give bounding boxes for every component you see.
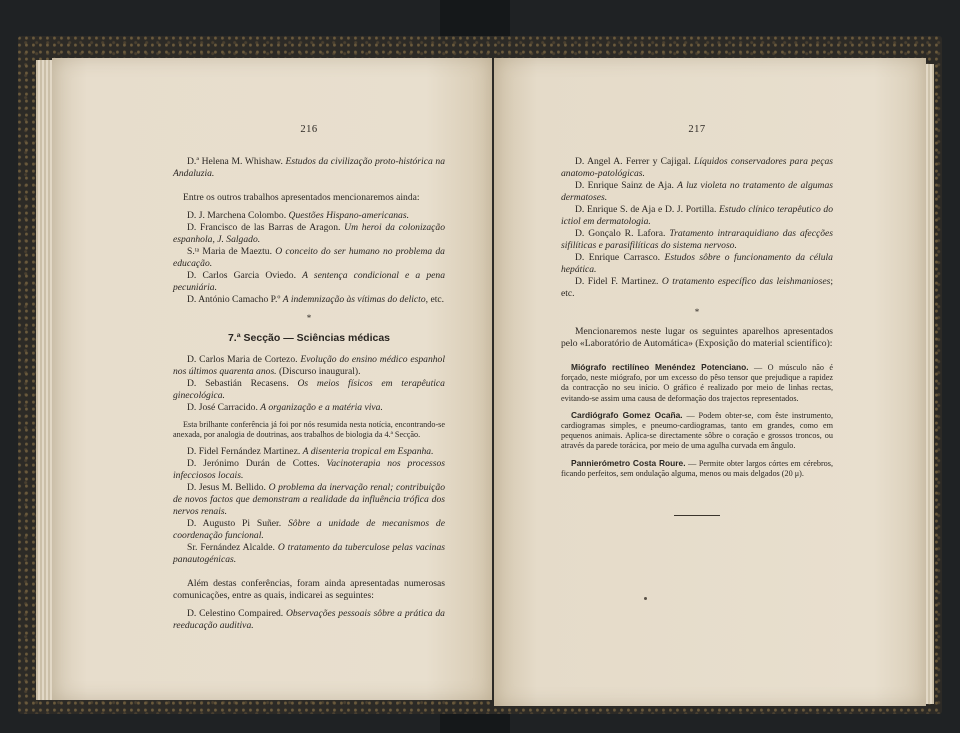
entry-list-mid	[173, 210, 445, 306]
entry: S.ᵗᵃ Maria de Maeztu. O conceito do ser humano no problema da educação.	[173, 246, 445, 269]
entry: D.ª Helena M. Whishaw. Estudos da civilização proto-histórica na Andaluzia.	[173, 156, 445, 179]
entry: D. Angel A. Ferrer y Cajigal. Líquidos conservadores para peças anatomo-patológicas.	[561, 156, 833, 179]
note-text: Esta brilhante conferência já foi por nós resumida nesta notícia, encontrando-se anexada, por analogia de doutrinas, aos trabalhos de biologia da 4.ª Secção.	[173, 420, 445, 440]
ink-mark	[644, 597, 647, 600]
entry: D. Carlos Maria de Cortezo. Evolução do ensino médico espanhol nos últimos quarenta anos. (Discurso inaugural).	[173, 354, 445, 377]
entry: D. Francisco de las Barras de Aragon. Um heroi da colonização espanhola, J. Salgado.	[173, 222, 446, 245]
entry: D. Celestino Compaired. Observações pessoais sôbre a prática da reeducação auditiva.	[173, 608, 445, 632]
entry: D. Jesus M. Bellido. O problema da inervação renal; contribuição de novos factos que demonstram a realidade da influência trófica dos nervos renais.	[173, 482, 445, 518]
apparatus-item: Pannierómetro Costa Roure. — Permite obter largos córtes em cérebros, ficando perfeitos, sem ondulação alguma, menos ou mais delgados (20 μ).	[561, 457, 833, 478]
entry-list-right	[561, 156, 833, 300]
left-page-text	[173, 124, 445, 632]
page-number-left: 216	[300, 124, 318, 135]
closing-text: Além destas conferências, foram ainda apresentadas numerosas comunicações, entre as quais, indicarei as seguintes:	[173, 578, 445, 602]
intro-text: Entre os outros trabalhos apresentados mencionaremos ainda:	[183, 192, 420, 203]
entry-list-end	[173, 608, 445, 632]
entry: D. António Camacho P.º A indemnização às vítimas do delicto, etc.	[187, 294, 445, 305]
entry: D. Gonçalo R. Lafora. Tratamento intraraquidiano das afecções sifilíticas e parasifilíticas do sistema nervoso.	[561, 228, 833, 251]
entry: D. Enrique Sainz de Aja. A luz violeta no tratamento de algumas dermatoses.	[561, 180, 833, 203]
entry: D. José Carracido. A organização e a matéria viva.	[187, 402, 383, 413]
apparatus-intro: Mencionaremos neste lugar os seguintes aparelhos apresentados pelo «Laboratório de Automática» (Exposição do material scientífico):	[561, 326, 833, 349]
entry: D. J. Marchena Colombo. Questões Hispano-americanas.	[187, 210, 409, 221]
entry: D. Sebastián Recasens. Os meios físicos em terapêutica ginecológica.	[173, 378, 445, 401]
page-number-right: 217	[688, 124, 706, 135]
entry: D. Jerónimo Durán de Cottes. Vacinoterapia nos processos infecciosos locais.	[173, 458, 446, 482]
entry: D. Fidel Fernández Martinez. A disenteria tropical em Espanha.	[187, 446, 434, 458]
closing-rule	[674, 515, 720, 516]
apparatus-item: Miógrafo rectilíneo Menéndez Potenciano. — O músculo não é forçado, neste miógrafo, por um excesso do pêso tensor que prejudique a rapidez da contracção no seu início. O gráfico é realizado por meio de linhas rectas, evitando-se assim uma causa de deformação dos trajectos representados.	[561, 362, 833, 403]
entry-list-section-2	[173, 446, 445, 566]
section-title: 7.ª Secção — Sciências médicas	[227, 332, 391, 344]
section-separator: *	[694, 307, 700, 317]
entry-list-section	[173, 354, 445, 414]
right-page-text	[561, 124, 833, 516]
entry: D. Augusto Pi Suñer. Sôbre a unidade de mecanismos de coordenação funcional.	[173, 518, 445, 542]
entry: Sr. Fernández Alcalde. O tratamento da tuberculose pelas vacinas panautogénicas.	[173, 542, 445, 566]
apparatus-list	[561, 362, 833, 479]
entry: D. Carlos Garcia Oviedo. A sentença condicional e a pena pecuniária.	[173, 270, 445, 293]
section-separator: *	[306, 313, 312, 323]
entry: D. Fidel F. Martinez. O tratamento específico das leishmanioses; etc.	[561, 276, 833, 299]
entry: D. Enrique Carrasco. Estudos sôbre o funcionamento da célula hepática.	[561, 252, 833, 275]
entry-list-top	[173, 156, 445, 180]
entry: D. Enrique S. de Aja e D. J. Portilla. Estudo clínico terapêutico do ictiol em dermatologia.	[561, 204, 833, 227]
apparatus-item: Cardiógrafo Gomez Ocaña. — Podem obter-se, com êste instrumento, cardiogramas simples, e pneumo-cardiogramas, tanto em grandes, como em pequenos animais. Aplica-se directamente sôbre o coração e grossos troncos, ou através da parede torácica, por meio de uma agulha curvada em ângulo.	[561, 409, 834, 451]
